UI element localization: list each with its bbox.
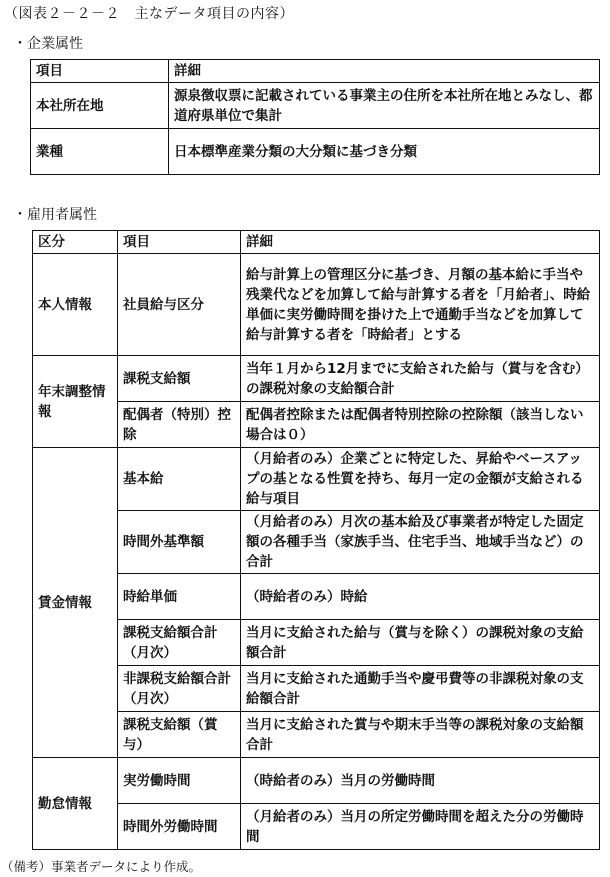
row-detail: （時給者のみ）当月の労働時間	[241, 758, 600, 804]
row-item: 課税支給額	[118, 356, 241, 402]
table-row	[33, 574, 600, 620]
bullet-icon: ・	[13, 36, 27, 52]
table-row	[33, 448, 600, 511]
table-header-row	[31, 60, 600, 83]
row-detail: 日本標準産業分類の大分類に基づき分類	[169, 129, 600, 175]
table-row	[31, 83, 600, 129]
header-item: 項目	[118, 231, 241, 254]
page-title: （図表２－２－２ 主なデータ項目の内容）	[4, 6, 294, 22]
table-row	[33, 620, 600, 666]
row-category: 勤怠情報	[33, 758, 118, 850]
header-category: 区分	[33, 231, 118, 254]
table-row	[33, 712, 600, 758]
row-detail: （月給者のみ）企業ごとに特定した、昇給やベースアップの基となる性質を持ち、毎月一定の金額が支給される給与項目	[241, 448, 600, 511]
employee-section-heading-text: 雇用者属性	[27, 207, 97, 223]
footnote: （備考）事業者データにより作成。	[1, 859, 202, 874]
table-row	[33, 666, 600, 712]
row-detail: 当月に支給された給与（賞与を除く）の課税対象の支給額合計	[241, 620, 600, 666]
employee-section-heading	[13, 204, 97, 224]
table-row	[33, 511, 600, 574]
row-detail: （月給者のみ）月次の基本給及び事業者が特定した固定額の各種手当（家族手当、住宅手当、地域手当など）の合計	[241, 511, 600, 574]
row-detail: （月給者のみ）当月の所定労働時間を超えた分の労働時間	[241, 804, 600, 850]
row-item: 課税支給額（賞与）	[118, 712, 241, 758]
row-item: 社員給与区分	[118, 254, 241, 356]
row-detail: 配偶者控除または配偶者特別控除の控除額（該当しない場合は０）	[241, 402, 600, 448]
row-category: 賃金情報	[33, 448, 118, 758]
table-row	[33, 254, 600, 356]
employee-attributes-table	[32, 230, 600, 850]
company-attributes-table	[30, 59, 600, 175]
row-item: 時給単価	[118, 574, 241, 620]
row-item: 業種	[31, 129, 169, 175]
row-category: 本人情報	[33, 254, 118, 356]
row-item: 非課税支給額合計（月次）	[118, 666, 241, 712]
row-item: 本社所在地	[31, 83, 169, 129]
row-item: 課税支給額合計（月次）	[118, 620, 241, 666]
table-row	[33, 356, 600, 402]
company-section-heading	[13, 33, 83, 53]
row-detail: 当月に支給された通勤手当や慶弔費等の非課税対象の支給額合計	[241, 666, 600, 712]
row-item: 時間外基準額	[118, 511, 241, 574]
table-row	[33, 758, 600, 804]
row-detail: 当年１月から12月までに支給された給与（賞与を含む）の課税対象の支給額合計	[241, 356, 600, 402]
row-item: 時間外労働時間	[118, 804, 241, 850]
row-item: 実労働時間	[118, 758, 241, 804]
table-row	[33, 804, 600, 850]
header-item: 項目	[31, 60, 169, 83]
row-item: 配偶者（特別）控除	[118, 402, 241, 448]
bullet-icon: ・	[13, 207, 27, 223]
company-section-heading-text: 企業属性	[27, 36, 83, 52]
row-detail: 給与計算上の管理区分に基づき、月額の基本給に手当や残業代などを加算して給与計算する者を「月給者」、時給単価に実労働時間を掛けた上で通勤手当などを加算して給与計算する者を「時給者」とする	[241, 254, 600, 356]
row-category: 年末調整情報	[33, 356, 118, 448]
header-detail: 詳細	[169, 60, 600, 83]
row-item: 基本給	[118, 448, 241, 511]
row-detail: （時給者のみ）時給	[241, 574, 600, 620]
table-row	[33, 402, 600, 448]
table-row	[31, 129, 600, 175]
table-header-row	[33, 231, 600, 254]
header-detail: 詳細	[241, 231, 600, 254]
row-detail: 当月に支給された賞与や期末手当等の課税対象の支給額合計	[241, 712, 600, 758]
row-detail: 源泉徴収票に記載されている事業主の住所を本社所在地とみなし、都道府県単位で集計	[169, 83, 600, 129]
